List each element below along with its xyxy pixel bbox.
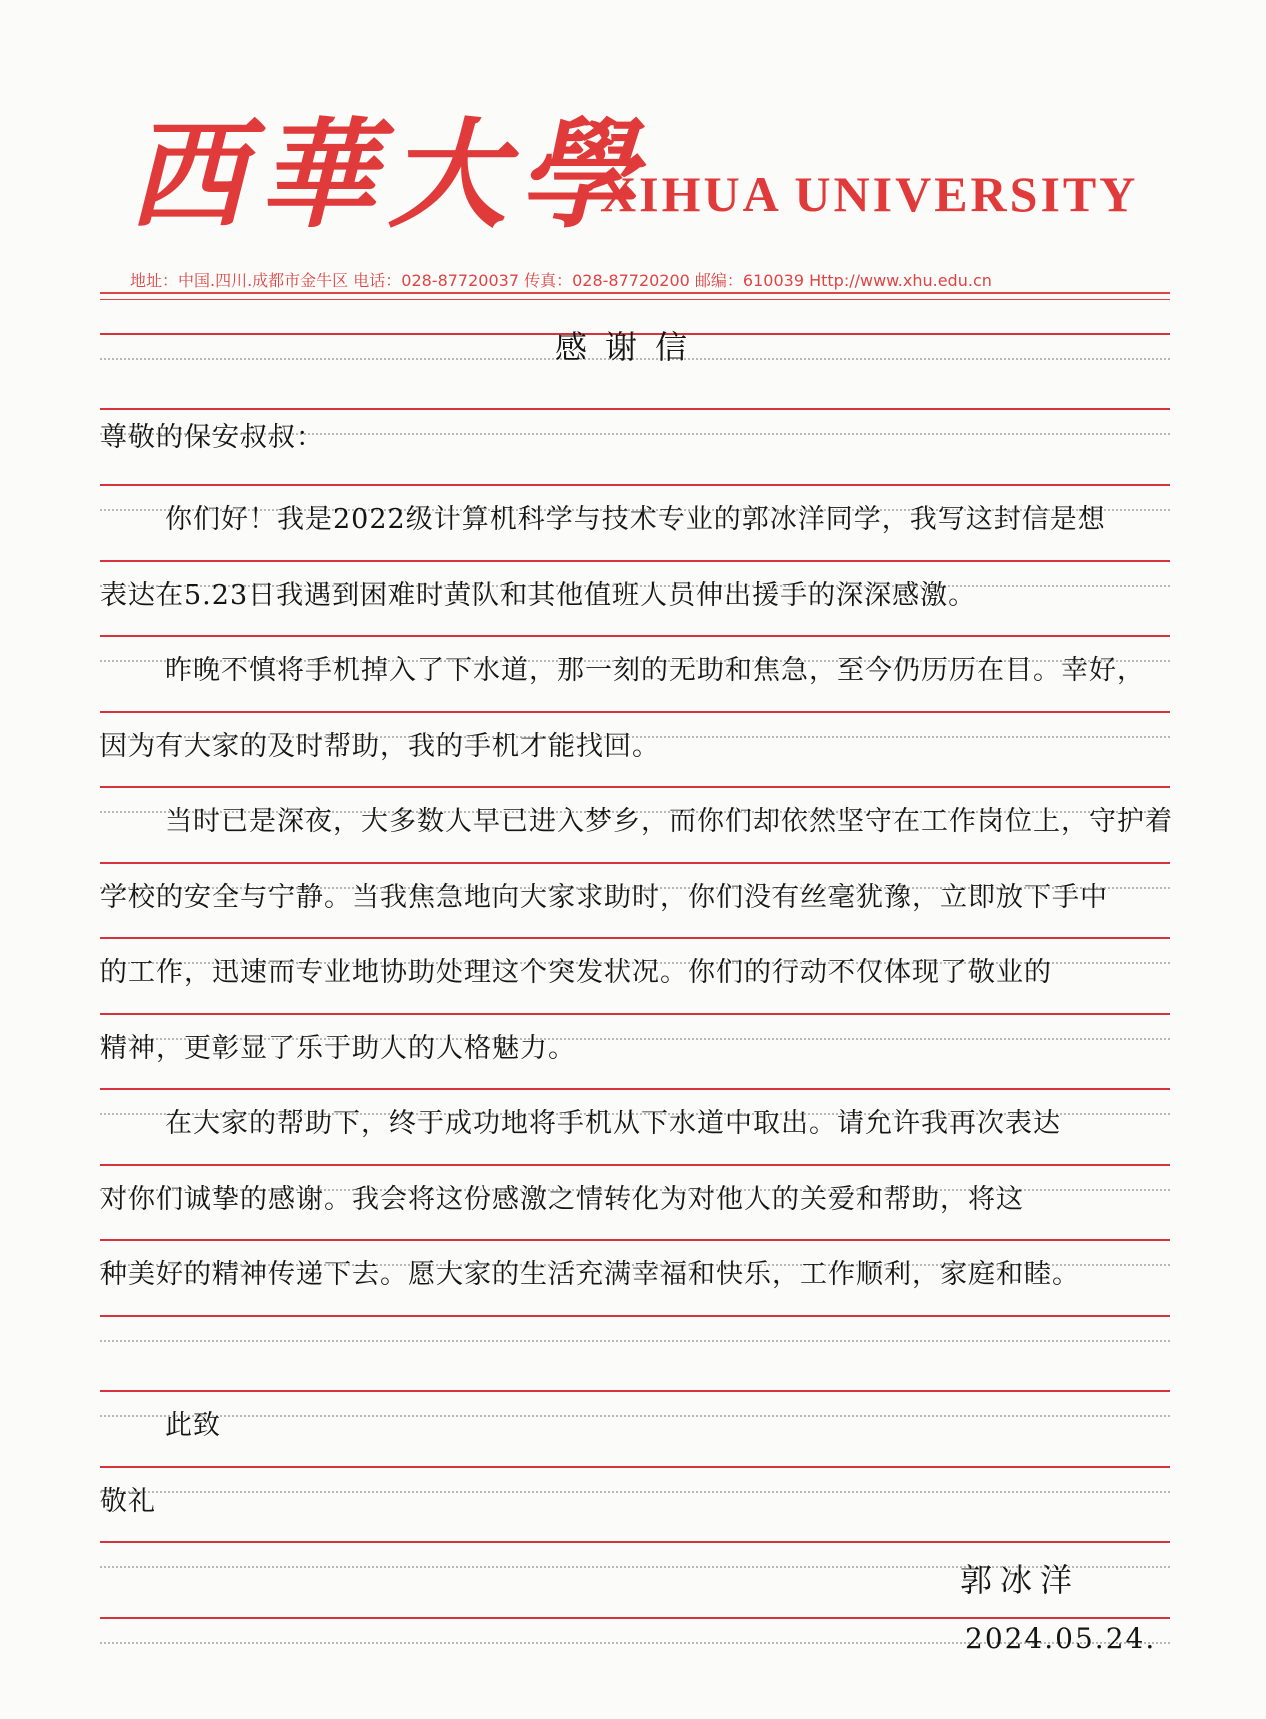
ruled-line [100, 635, 1170, 637]
letter-title: 感谢信 [555, 328, 706, 366]
dotted-guide-line [100, 1340, 1170, 1342]
letter-body-line: 的工作，迅速而专业地协助处理这个突发状况。你们的行动不仅体现了敬业的 [100, 957, 1052, 988]
letterhead-rule [100, 292, 1170, 294]
ruled-line [100, 1466, 1170, 1468]
dotted-guide-line [100, 1491, 1170, 1493]
ruled-line [100, 1315, 1170, 1317]
ruled-line [100, 408, 1170, 410]
ruled-line [100, 711, 1170, 713]
ruled-line [100, 1164, 1170, 1166]
dotted-guide-line [100, 1415, 1170, 1417]
university-logo-english: XIHUA UNIVERSITY [600, 166, 1139, 222]
letter-body-line: 当时已是深夜，大多数人早已进入梦乡，而你们却依然坚守在工作岗位上，守护着 [165, 806, 1173, 837]
letter-body-line: 你们好！我是2022级计算机科学与技术专业的郭冰洋同学，我写这封信是想 [165, 504, 1106, 535]
closing-line-1: 此致 [165, 1410, 221, 1441]
ruled-line [100, 1617, 1170, 1619]
university-logo-chinese: 西華大學 [128, 105, 649, 244]
salutation: 尊敬的保安叔叔： [100, 422, 324, 453]
ruled-line [100, 560, 1170, 562]
ruled-line [100, 862, 1170, 864]
letter-body-line: 在大家的帮助下，终于成功地将手机从下水道中取出。请允许我再次表达 [165, 1108, 1061, 1139]
ruled-line [100, 484, 1170, 486]
letter-body-line: 种美好的精神传递下去。愿大家的生活充满幸福和快乐，工作顺利，家庭和睦。 [100, 1259, 1080, 1290]
letter-body-line: 因为有大家的及时帮助，我的手机才能找回。 [100, 731, 660, 762]
letter-body-line: 昨晚不慎将手机掉入了下水道，那一刻的无助和焦急，至今仍历历在目。幸好， [165, 655, 1145, 686]
ruled-line [100, 786, 1170, 788]
ruled-line [100, 1013, 1170, 1015]
letterhead-rule-thin [100, 299, 1170, 300]
letter-body-line: 学校的安全与宁静。当我焦急地向大家求助时，你们没有丝毫犹豫，立即放下手中 [100, 882, 1108, 913]
ruled-line [100, 1239, 1170, 1241]
letter-body-line: 对你们诚挚的感谢。我会将这份感激之情转化为对他人的关爱和帮助，将这 [100, 1184, 1024, 1215]
ruled-line [100, 1088, 1170, 1090]
letter-body-line: 表达在5.23日我遇到困难时黄队和其他值班人员伸出援手的深深感激。 [100, 580, 977, 611]
letter-date: 2024.05.24. [965, 1622, 1157, 1655]
closing-line-2: 敬礼 [100, 1486, 156, 1517]
letterhead-contact-info: 地址：中国.四川.成都市金牛区 电话：028-87720037 传真：028-87720200 邮编：610039 Http://www.xhu.edu.cn [130, 271, 992, 290]
ruled-line [100, 1541, 1170, 1543]
signature: 郭冰洋 [960, 1561, 1081, 1599]
ruled-line [100, 1390, 1170, 1392]
letter-body-line: 精神，更彰显了乐于助人的人格魅力。 [100, 1033, 576, 1064]
ruled-line [100, 937, 1170, 939]
